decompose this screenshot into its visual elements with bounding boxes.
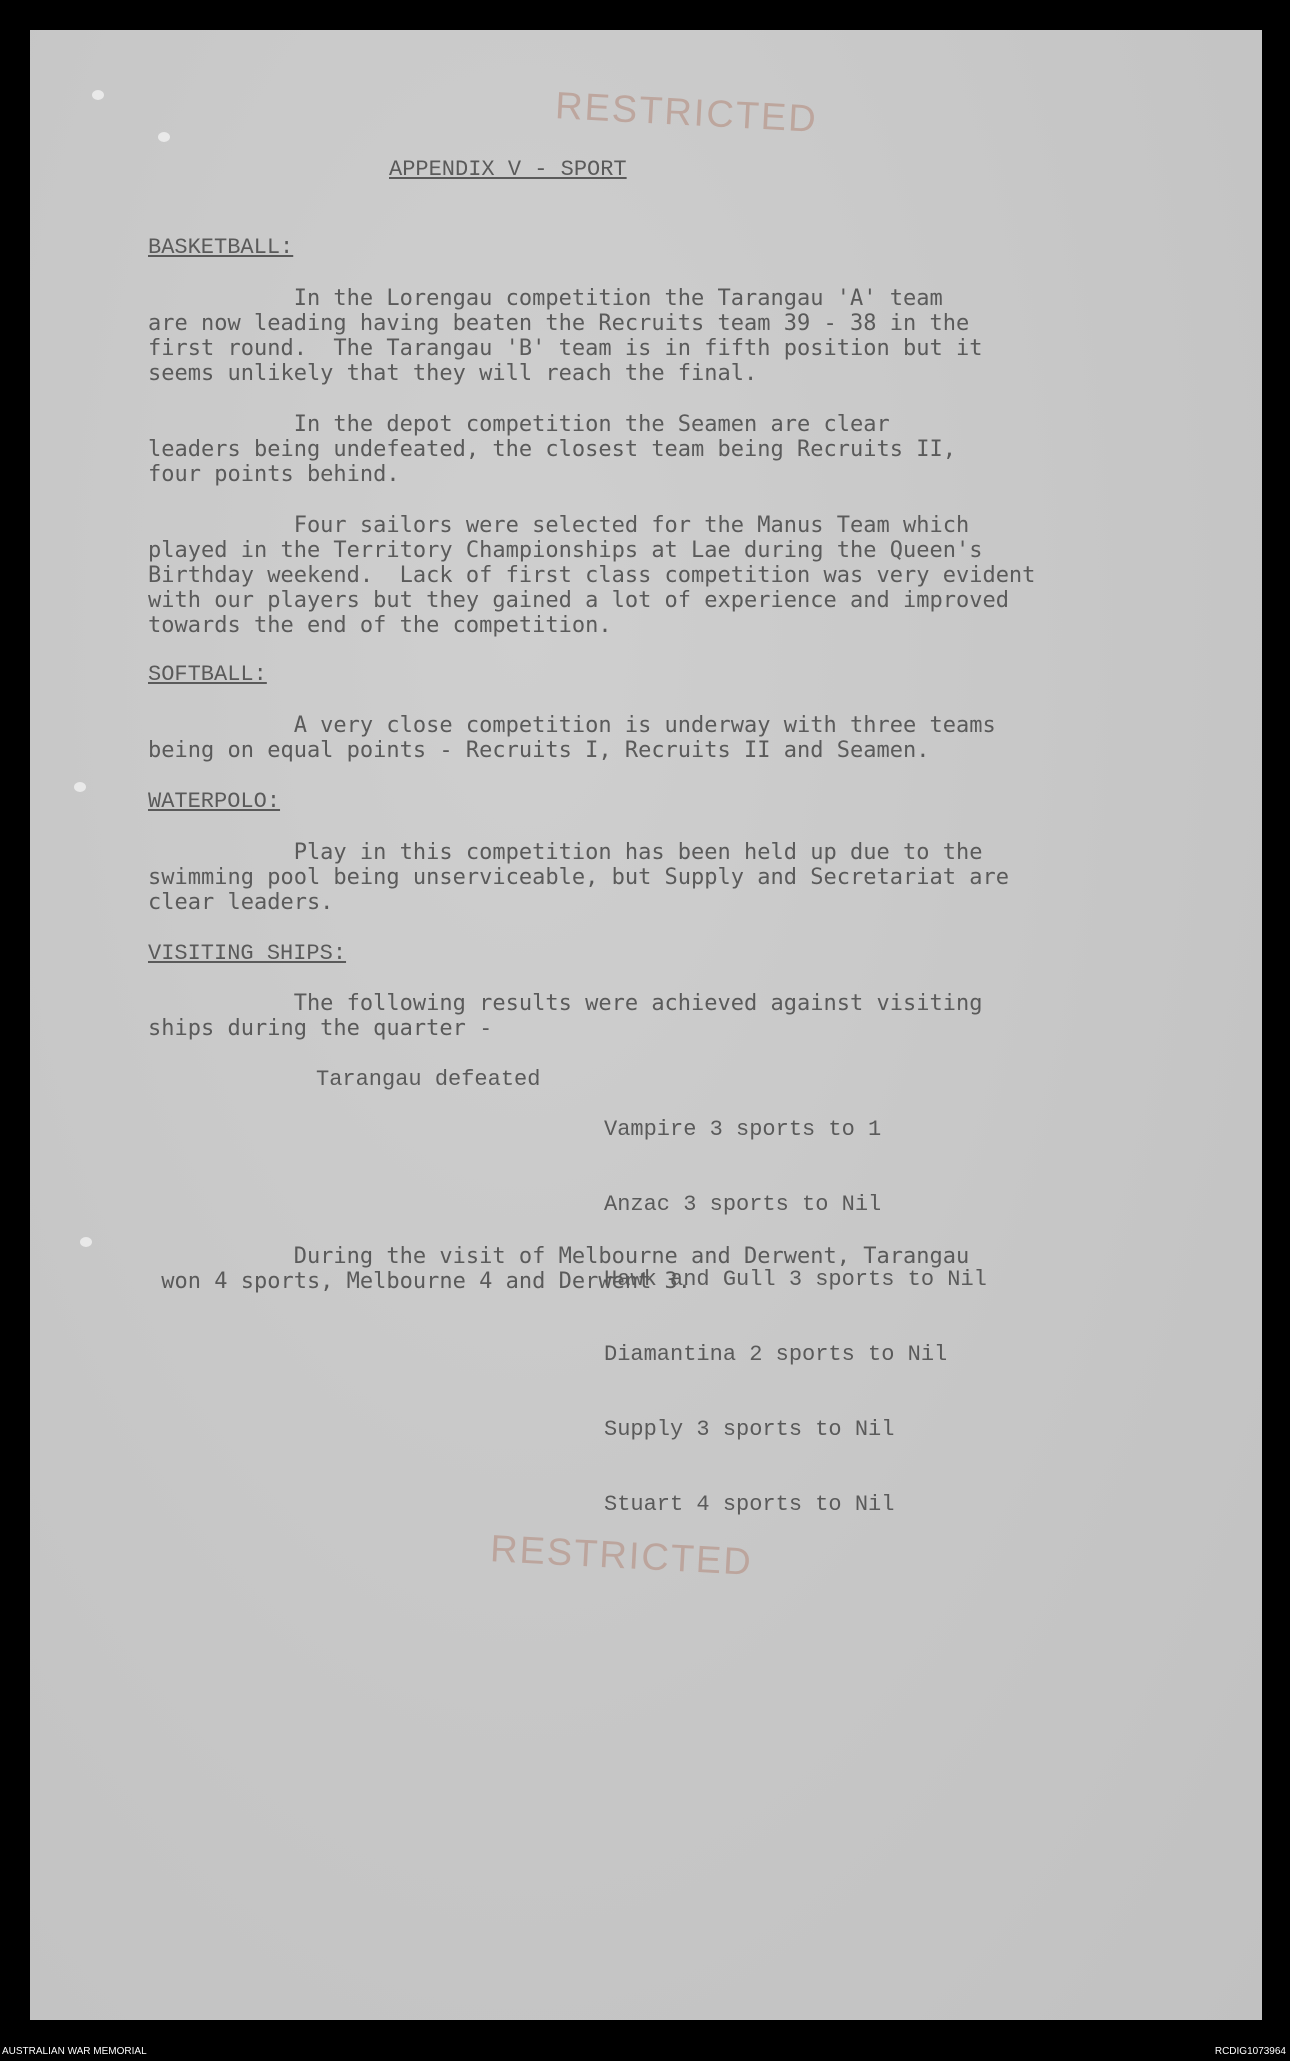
footer-archive-name: AUSTRALIAN WAR MEMORIAL	[2, 2046, 147, 2057]
result-item: Anzac 3 sports to Nil	[604, 1192, 882, 1217]
punch-hole	[74, 782, 86, 792]
results-block	[316, 1067, 987, 1567]
basketball-paragraph-2: In the depot competition the Seamen are clear leaders being undefeated, the closest team being Recruits II, four points behind.	[148, 412, 956, 487]
restricted-stamp-top: RESTRICTED	[554, 85, 819, 141]
results-list	[604, 1067, 987, 1567]
punch-hole	[92, 90, 104, 100]
defeated-label: Tarangau defeated	[316, 1067, 541, 1092]
heading-waterpolo: WATERPOLO:	[148, 789, 281, 814]
waterpolo-paragraph-1: Play in this competition has been held up due to the swimming pool being unserviceable, but Supply and Secretariat are clear leaders.	[148, 840, 1009, 915]
visiting-ships-paragraph-2: During the visit of Melbourne and Derwent, Tarangau won 4 sports, Melbourne 4 and Derwent 3.	[161, 1244, 970, 1294]
result-item: Hawk and Gull 3 sports to Nil	[604, 1267, 987, 1292]
result-item: Stuart 4 sports to Nil	[604, 1492, 895, 1517]
heading-softball: SOFTBALL:	[148, 662, 267, 687]
footer-record-id: RCDIG1073964	[1214, 2046, 1286, 2057]
visiting-ships-paragraph-1: The following results were achieved against visiting ships during the quarter -	[148, 991, 983, 1041]
heading-visiting-ships: VISITING SHIPS:	[148, 941, 347, 966]
restricted-stamp-bottom: RESTRICTED	[489, 1528, 754, 1584]
result-item: Vampire 3 sports to 1	[604, 1117, 882, 1142]
result-item: Supply 3 sports to Nil	[604, 1417, 895, 1442]
page-title: APPENDIX V - SPORT	[389, 157, 627, 182]
heading-basketball: BASKETBALL:	[148, 235, 294, 260]
softball-paragraph-1: A very close competition is underway with three teams being on equal points - Recruits I, Recruits II and Seamen.	[148, 713, 996, 763]
punch-hole	[80, 1237, 92, 1247]
result-item: Diamantina 2 sports to Nil	[604, 1342, 948, 1367]
punch-hole	[158, 132, 170, 142]
basketball-paragraph-3: Four sailors were selected for the Manus Team which played in the Territory Championships at Lae during the Queen's Birthday weekend. Lack of first class competition was very evident with our players but they gained a lot of experience and improved towards the end of the competition.	[148, 513, 1036, 638]
basketball-paragraph-1: In the Lorengau competition the Tarangau 'A' team are now leading having beaten the Recruits team 39 - 38 in the first round. The Tarangau 'B' team is in fifth position but it seems unlikely that they will reach the final.	[148, 286, 983, 386]
